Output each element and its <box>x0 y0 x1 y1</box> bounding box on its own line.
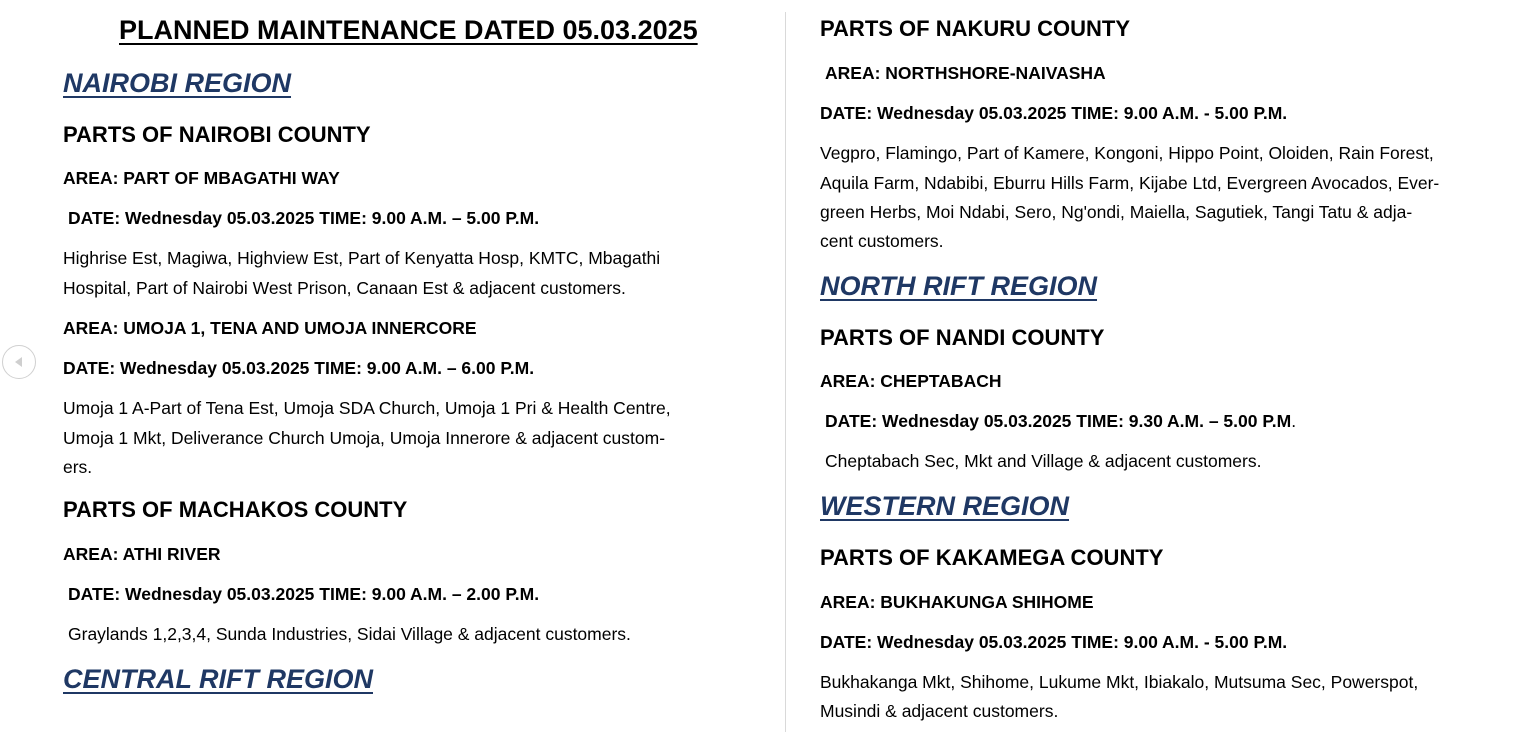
date-northshore: DATE: Wednesday 05.03.2025 TIME: 9.00 A.M. - 5.00 P.M. <box>820 103 1288 123</box>
desc-northshore-line4: cent customers. <box>820 231 944 251</box>
area-umoja: AREA: UMOJA 1, TENA AND UMOJA INNERCORE <box>63 318 477 338</box>
area-northshore: AREA: NORTHSHORE-NAIVASHA <box>825 63 1106 83</box>
county-heading-nandi: PARTS OF NANDI COUNTY <box>820 325 1105 350</box>
date-cheptabach-suffix: . <box>1291 411 1297 431</box>
date-athi-river: DATE: Wednesday 05.03.2025 TIME: 9.00 A.M. – 2.00 P.M. <box>68 584 540 604</box>
desc-umoja-line1: Umoja 1 A-Part of Tena Est, Umoja SDA Church, Umoja 1 Pri & Health Centre, <box>63 398 671 418</box>
region-heading-central-rift: CENTRAL RIFT REGION <box>63 664 373 694</box>
desc-athi-river: Graylands 1,2,3,4, Sunda Industries, Sidai Village & adjacent customers. <box>68 624 631 644</box>
area-mbagathi: AREA: PART OF MBAGATHI WAY <box>63 168 340 188</box>
date-cheptabach-text: DATE: Wednesday 05.03.2025 TIME: 9.30 A.M. – 5.00 P.M <box>825 411 1292 431</box>
date-umoja: DATE: Wednesday 05.03.2025 TIME: 9.00 A.M. – 6.00 P.M. <box>63 358 535 378</box>
previous-page-button[interactable] <box>2 345 36 379</box>
desc-mbagathi-line2: Hospital, Part of Nairobi West Prison, Canaan Est & adjacent customers. <box>63 278 626 298</box>
region-heading-nairobi: NAIROBI REGION <box>63 68 292 98</box>
desc-northshore-line2: Aquila Farm, Ndabibi, Eburru Hills Farm, Kijabe Ltd, Evergreen Avocados, Ever- <box>820 173 1440 193</box>
chevron-left-icon <box>12 355 26 369</box>
desc-umoja-line3: ers. <box>63 457 93 477</box>
desc-northshore-line3: green Herbs, Moi Ndabi, Sero, Ng'ondi, Maiella, Sagutiek, Tangi Tatu & adja- <box>820 202 1413 222</box>
county-heading-machakos: PARTS OF MACHAKOS COUNTY <box>63 497 408 522</box>
county-heading-nakuru: PARTS OF NAKURU COUNTY <box>820 16 1131 41</box>
desc-shihome-line1: Bukhakanga Mkt, Shihome, Lukume Mkt, Ibiakalo, Mutsuma Sec, Powerspot, <box>820 672 1419 692</box>
county-heading-nairobi: PARTS OF NAIROBI COUNTY <box>63 122 371 147</box>
column-divider <box>785 12 786 732</box>
area-athi-river: AREA: ATHI RIVER <box>63 544 221 564</box>
document-title: PLANNED MAINTENANCE DATED 05.03.2025 <box>119 15 698 45</box>
area-bukhakunga-shihome: AREA: BUKHAKUNGA SHIHOME <box>820 592 1094 612</box>
date-bukhakunga-shihome: DATE: Wednesday 05.03.2025 TIME: 9.00 A.M. - 5.00 P.M. <box>820 632 1288 652</box>
desc-shihome-line2: Musindi & adjacent customers. <box>820 701 1059 721</box>
desc-umoja-line2: Umoja 1 Mkt, Deliverance Church Umoja, Umoja Innerore & adjacent custom- <box>63 428 666 448</box>
region-heading-western: WESTERN REGION <box>820 491 1070 521</box>
desc-cheptabach: Cheptabach Sec, Mkt and Village & adjacent customers. <box>825 451 1262 471</box>
county-heading-kakamega: PARTS OF KAKAMEGA COUNTY <box>820 545 1164 570</box>
region-heading-north-rift: NORTH RIFT REGION <box>820 271 1098 301</box>
area-cheptabach: AREA: CHEPTABACH <box>820 371 1002 391</box>
date-cheptabach <box>825 411 1296 432</box>
date-mbagathi: DATE: Wednesday 05.03.2025 TIME: 9.00 A.M. – 5.00 P.M. <box>68 208 540 228</box>
desc-mbagathi-line1: Highrise Est, Magiwa, Highview Est, Part of Kenyatta Hosp, KMTC, Mbagathi <box>63 248 661 268</box>
desc-northshore-line1: Vegpro, Flamingo, Part of Kamere, Kongoni, Hippo Point, Oloiden, Rain Forest, <box>820 143 1434 163</box>
